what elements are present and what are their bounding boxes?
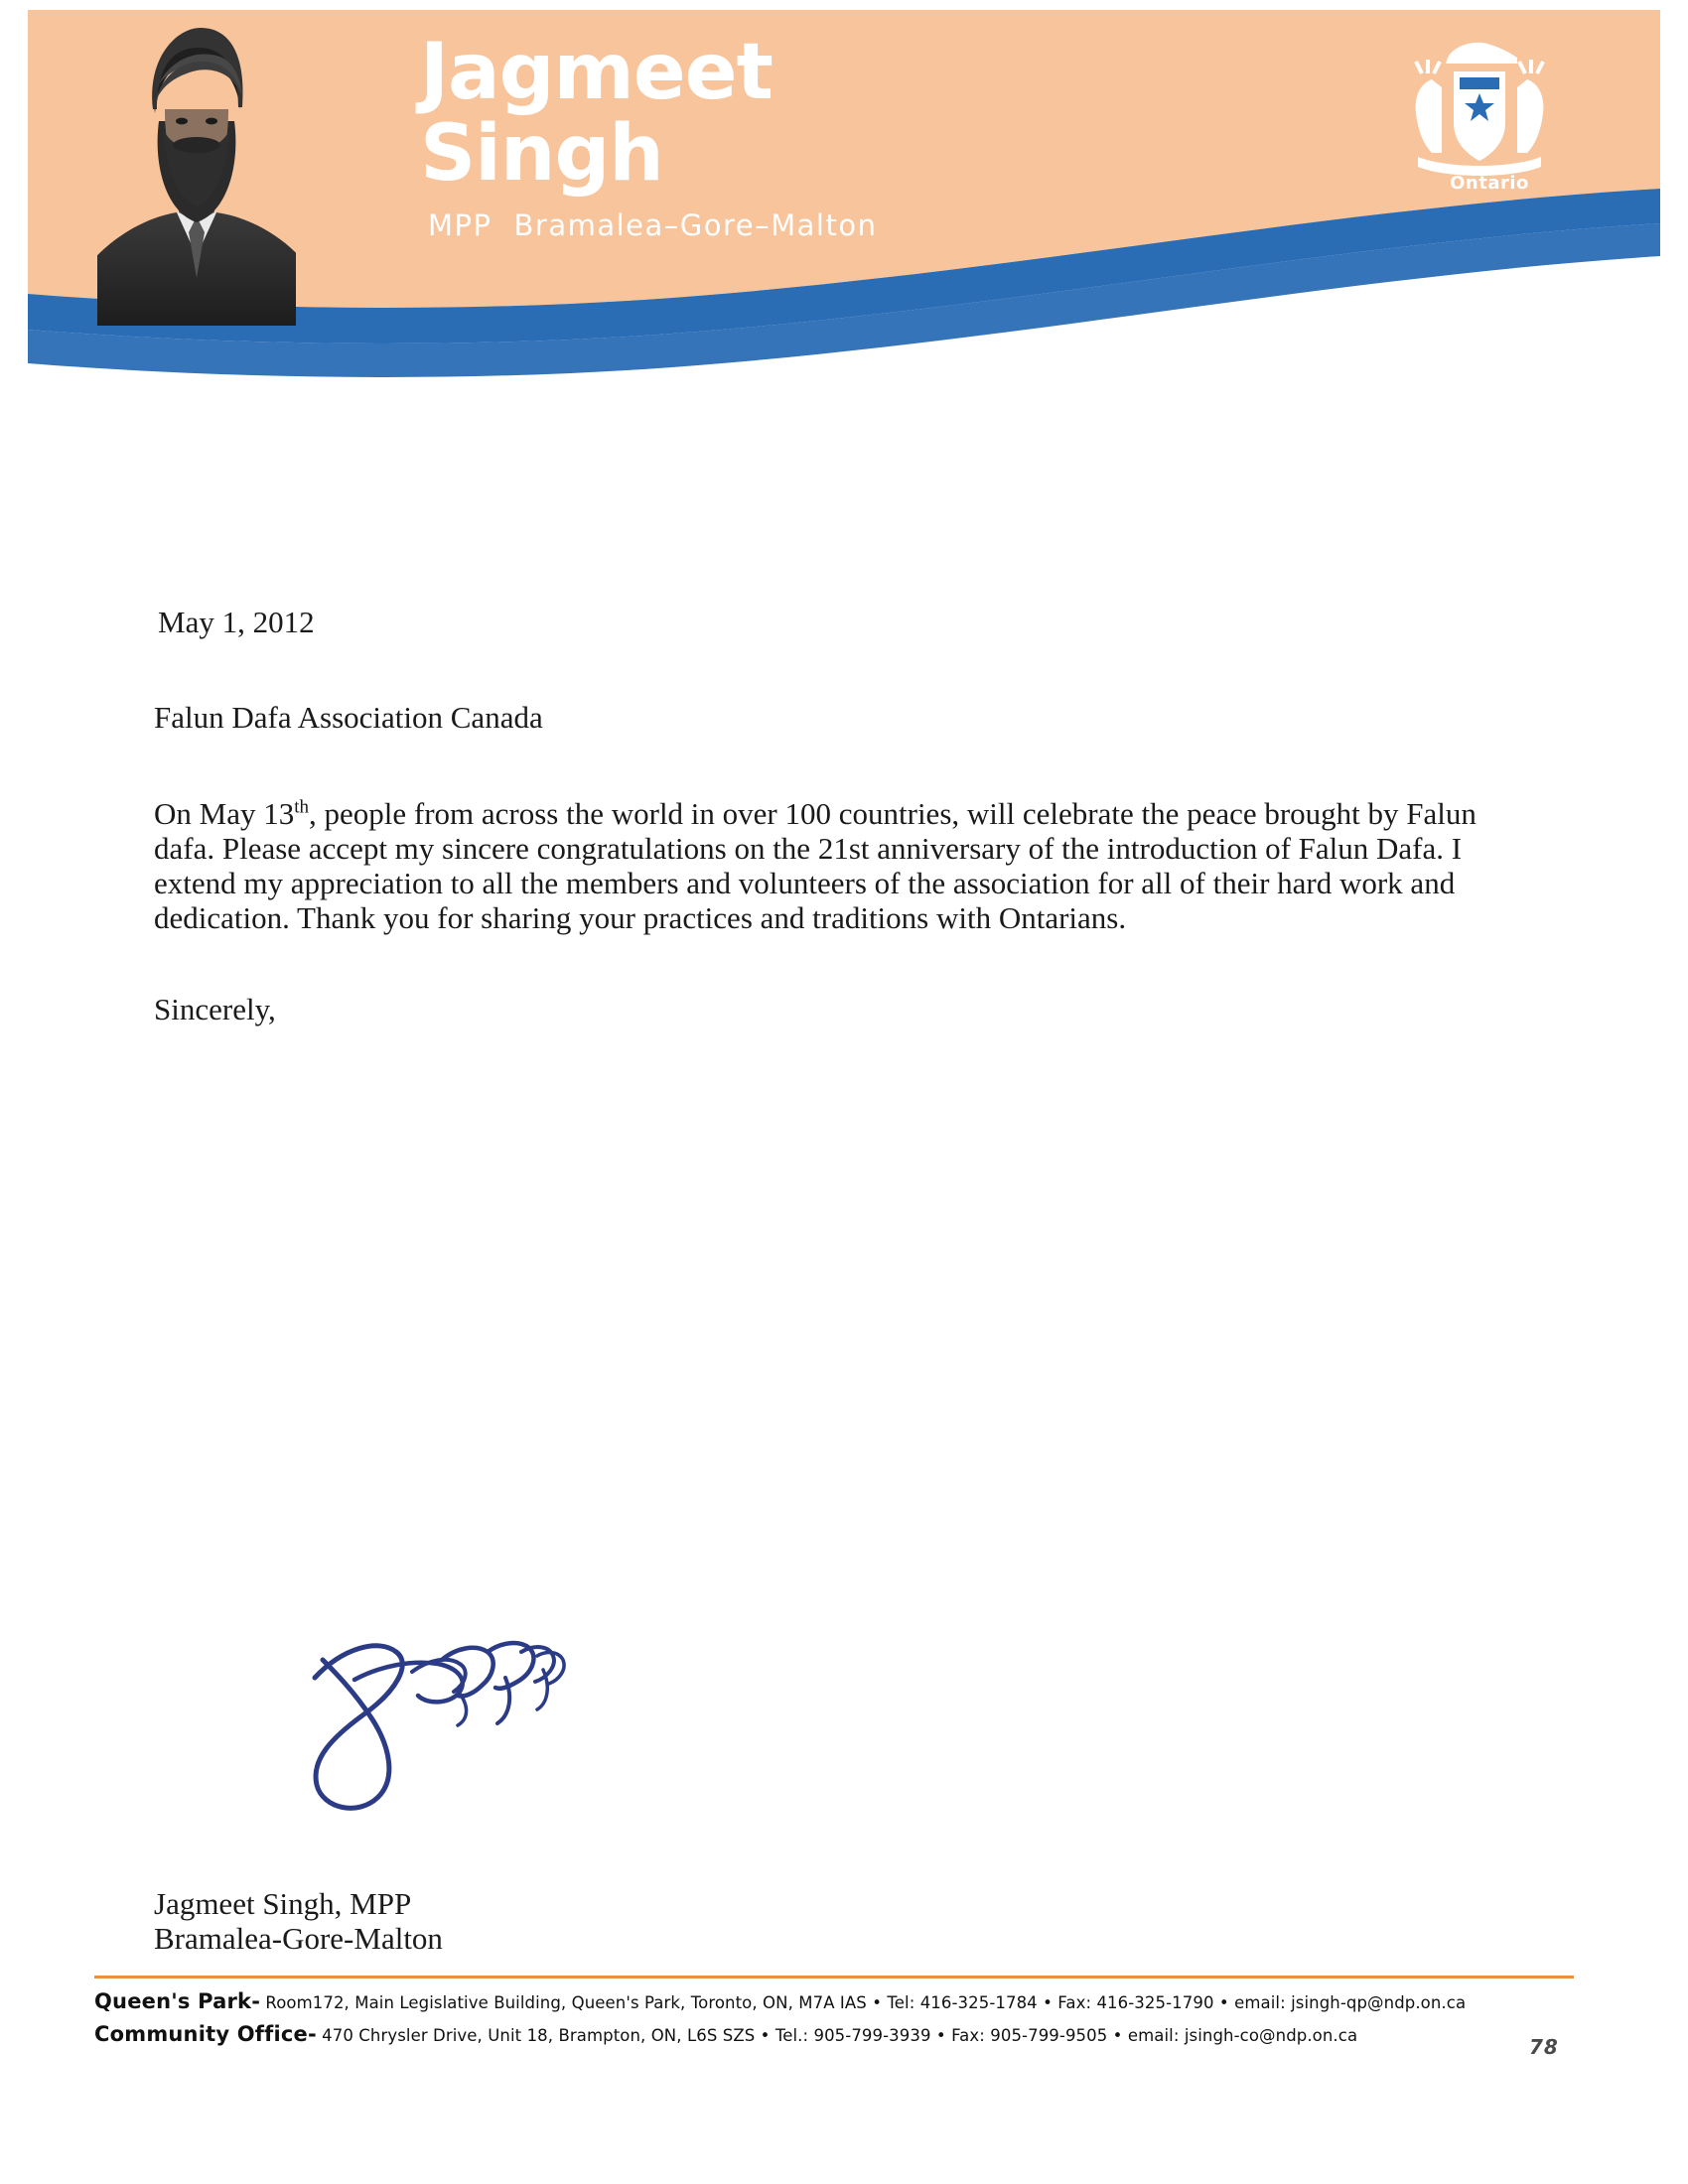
- name-first: Jagmeet: [420, 28, 773, 117]
- footer-label-community-office: Community Office-: [94, 2022, 317, 2046]
- signer-name: Jagmeet Singh, MPP: [154, 1886, 412, 1921]
- letter-closing: Sincerely,: [154, 992, 276, 1026]
- portrait-image: [97, 18, 296, 326]
- name-last: Singh: [420, 109, 663, 199]
- letter-date: May 1, 2012: [158, 605, 315, 639]
- paragraph-prefix: On May 13: [154, 796, 295, 831]
- letter-paragraph: [154, 796, 1484, 935]
- footer-divider: [94, 1976, 1574, 1979]
- signer-riding: Bramalea-Gore-Malton: [154, 1921, 443, 1956]
- mpp-riding: Bramalea–Gore–Malton: [513, 208, 878, 242]
- paragraph-superscript: th: [294, 796, 309, 818]
- paragraph-text: , people from across the world in over 100 countries, will celebrate the peace brought by Falun dafa. Please accept my sincere congratulations on the 21st anniversary of the introduction of Falun Dafa. I extend my appreciation to all the members and volunteers of the association for all of their hard work and dedication. Thank you for sharing your practices and traditions with Ontarians.: [154, 796, 1477, 935]
- footer-row-community-office: [94, 2023, 1604, 2047]
- avatar: [97, 18, 296, 326]
- footer-text-queens-park: Room172, Main Legislative Building, Queen's Park, Toronto, ON, M7A IAS • Tel: 416-325-1784 • Fax: 416-325-1790 • email: jsingh-qp@ndp.on.ca: [265, 1993, 1467, 2012]
- signature-strokes: [293, 1608, 591, 1827]
- footer-label-queens-park: Queen's Park-: [94, 1989, 261, 2013]
- letterhead-banner: [28, 10, 1660, 407]
- footer-contact-block: [94, 1990, 1604, 2056]
- signature-image: [293, 1608, 591, 1827]
- letter-body: [154, 605, 1484, 1956]
- page-number: 78: [1529, 2035, 1559, 2059]
- footer-row-queens-park: [94, 1990, 1604, 2014]
- footer-text-community-office: 470 Chrysler Drive, Unit 18, Brampton, ON, L6S SZS • Tel.: 905-799-3939 • Fax: 905-799-9505 • email: jsingh-co@ndp.on.ca: [322, 2026, 1358, 2045]
- letter-recipient: Falun Dafa Association Canada: [154, 700, 543, 735]
- mpp-title-line: [428, 208, 1115, 242]
- ontario-wordmark: Ontario: [1450, 173, 1529, 194]
- mpp-name-block: [420, 28, 1115, 242]
- signer-block: [154, 1886, 443, 1956]
- mpp-title: MPP: [428, 208, 492, 242]
